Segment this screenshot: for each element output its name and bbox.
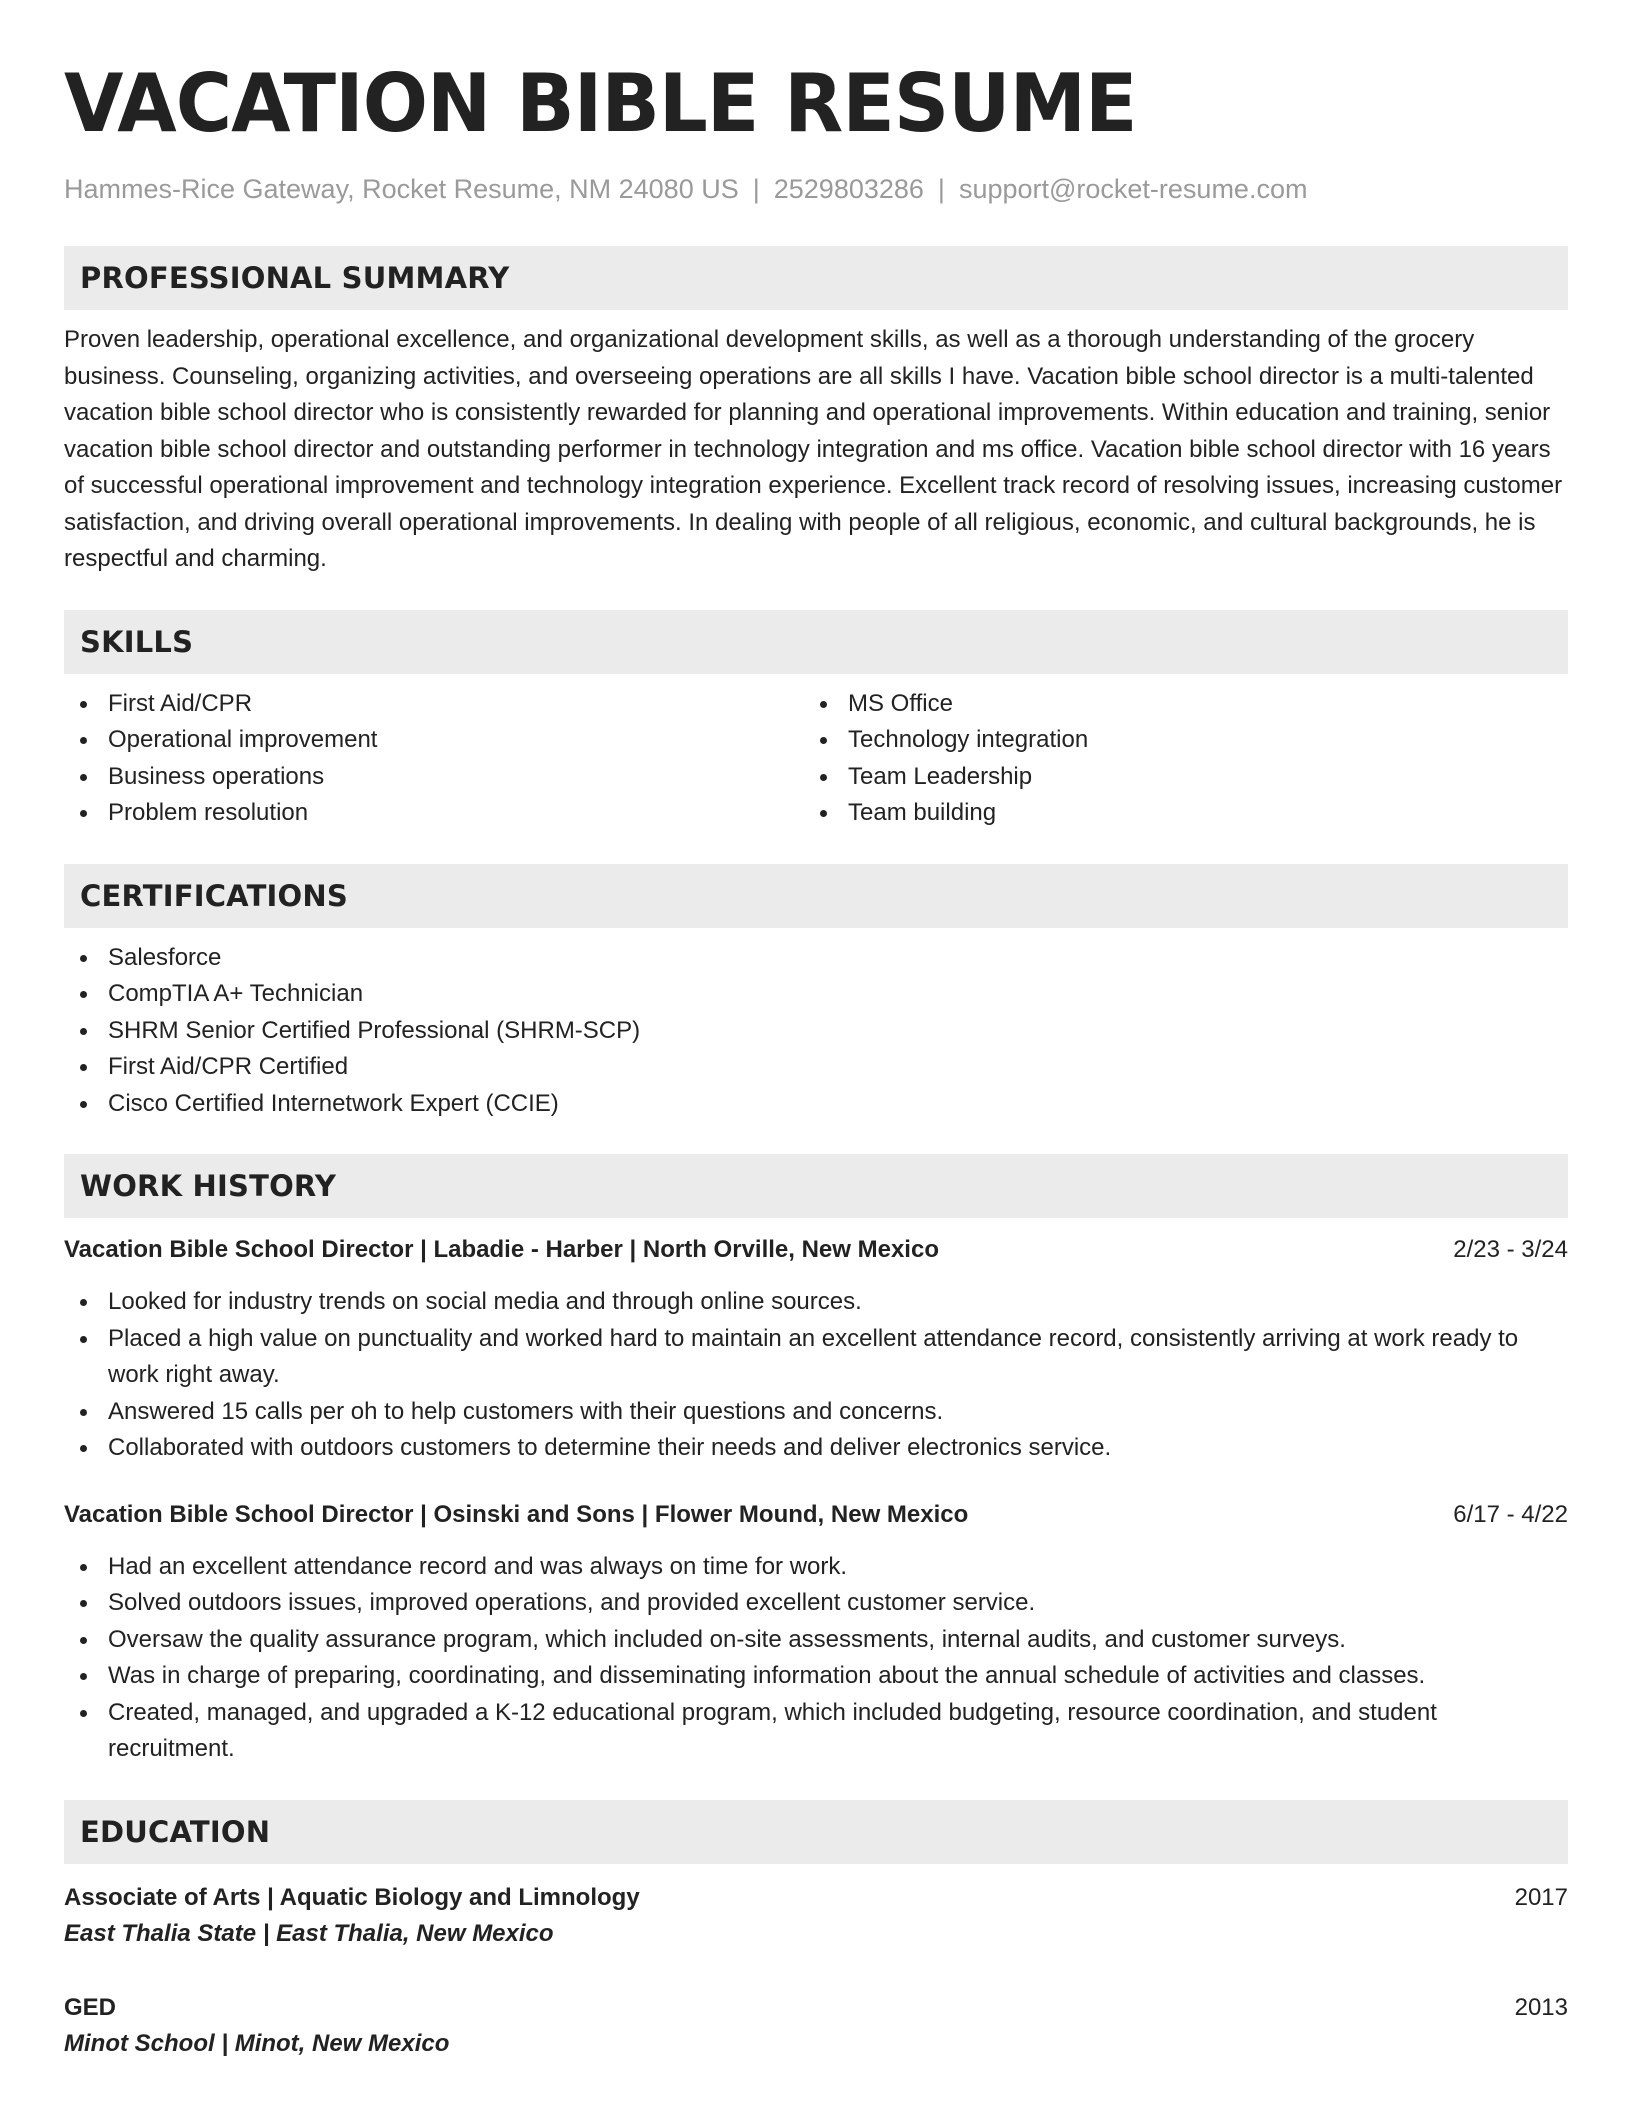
certification-item: Cisco Certified Internetwork Expert (CCIE) — [64, 1086, 1568, 1123]
skill-item: Team building — [804, 795, 1544, 832]
skill-item: First Aid/CPR — [64, 686, 804, 723]
section-heading-work-history: WORK HISTORY — [64, 1154, 1568, 1218]
job-entry — [64, 1497, 1568, 1768]
education-year: 2017 — [1514, 1883, 1568, 1911]
skills-column-left — [64, 686, 804, 832]
job-bullet: Collaborated with outdoors customers to determine their needs and deliver electronics service. — [64, 1430, 1568, 1467]
job-bullet: Was in charge of preparing, coordinating, and disseminating information about the annual schedule of activities and classes. — [64, 1658, 1568, 1695]
summary-text: Proven leadership, operational excellence, and organizational development skills, as well as a thorough understanding of the grocery business. Counseling, organizing activities, and overseeing operations are all skills I have. Vacation bible school director is a multi-talented vacation bible school director who is consistently rewarded for planning and operational improvements. Within education and training, senior vacation bible school director and outstanding performer in technology integration and ms office. Vacation bible school director with 16 years of successful operational improvement and technology integration experience. Excellent track record of resolving issues, increasing customer satisfaction, and driving overall operational improvements. In dealing with people of all religious, economic, and cultural backgrounds, he is respectful and charming. — [64, 326, 1563, 572]
job-dates: 2/23 - 3/24 — [1453, 1236, 1568, 1263]
education-header — [64, 1990, 1568, 2026]
skills-grid — [64, 686, 1568, 832]
job-title: Vacation Bible School Director | Labadie - Harber | North Orville, New Mexico — [64, 1236, 939, 1263]
section-heading-education: EDUCATION — [64, 1800, 1568, 1864]
skill-item: Team Leadership — [804, 759, 1544, 796]
education-degree: GED — [64, 1993, 117, 2021]
job-bullet: Looked for industry trends on social media and through online sources. — [64, 1284, 1568, 1321]
job-bullet: Placed a high value on punctuality and worked hard to maintain an excellent attendance record, consistently arriving at work ready to work right away. — [64, 1321, 1568, 1394]
skill-item: Technology integration — [804, 722, 1544, 759]
contact-phone: 2529803286 — [773, 174, 924, 204]
certifications-list — [64, 940, 1568, 1123]
education-year: 2013 — [1514, 1993, 1568, 2021]
job-header — [64, 1497, 1568, 1533]
certification-item: SHRM Senior Certified Professional (SHRM-SCP) — [64, 1013, 1568, 1050]
certification-item: Salesforce — [64, 940, 1568, 977]
section-heading-certifications: CERTIFICATIONS — [64, 864, 1568, 928]
resume-name: VACATION BIBLE RESUME — [64, 57, 1137, 150]
certification-item: CompTIA A+ Technician — [64, 976, 1568, 1013]
job-bullet: Had an excellent attendance record and was always on time for work. — [64, 1549, 1568, 1586]
job-dates: 6/17 - 4/22 — [1453, 1500, 1568, 1528]
education-entry — [64, 1990, 1568, 2062]
education-header — [64, 1880, 1568, 1916]
job-entry — [64, 1232, 1568, 1467]
contact-address: Hammes-Rice Gateway, Rocket Resume, NM 24080 US — [64, 174, 739, 204]
job-bullet: Solved outdoors issues, improved operations, and provided excellent customer service. — [64, 1585, 1568, 1622]
job-bullets — [64, 1284, 1568, 1467]
job-bullet: Created, managed, and upgraded a K-12 educational program, which included budgeting, resource coordination, and student recruitment. — [64, 1695, 1568, 1768]
skills-column-right — [804, 686, 1544, 832]
job-bullet: Answered 15 calls per oh to help customers with their questions and concerns. — [64, 1394, 1568, 1431]
section-heading-summary: PROFESSIONAL SUMMARY — [64, 246, 1568, 310]
contact-separator: | — [937, 174, 945, 204]
job-bullets — [64, 1549, 1568, 1768]
education-school: East Thalia State | East Thalia, New Mexico — [64, 1919, 554, 1947]
job-bullet: Oversaw the quality assurance program, which included on-site assessments, internal audits, and customer surveys. — [64, 1622, 1568, 1659]
job-title: Vacation Bible School Director | Osinski and Sons | Flower Mound, New Mexico — [64, 1500, 969, 1528]
skill-item: Operational improvement — [64, 722, 804, 759]
contact-line — [64, 172, 1568, 206]
contact-email: support@rocket-resume.com — [958, 174, 1308, 204]
skill-item: Business operations — [64, 759, 804, 796]
education-degree: Associate of Arts | Aquatic Biology and Limnology — [64, 1883, 640, 1911]
education-school: Minot School | Minot, New Mexico — [64, 2029, 450, 2057]
section-heading-skills: SKILLS — [64, 610, 1568, 674]
skill-item: Problem resolution — [64, 795, 804, 832]
job-header — [64, 1232, 1568, 1268]
skill-item: MS Office — [804, 686, 1544, 723]
certification-item: First Aid/CPR Certified — [64, 1049, 1568, 1086]
education-entry — [64, 1880, 1568, 1952]
contact-separator: | — [752, 174, 760, 204]
